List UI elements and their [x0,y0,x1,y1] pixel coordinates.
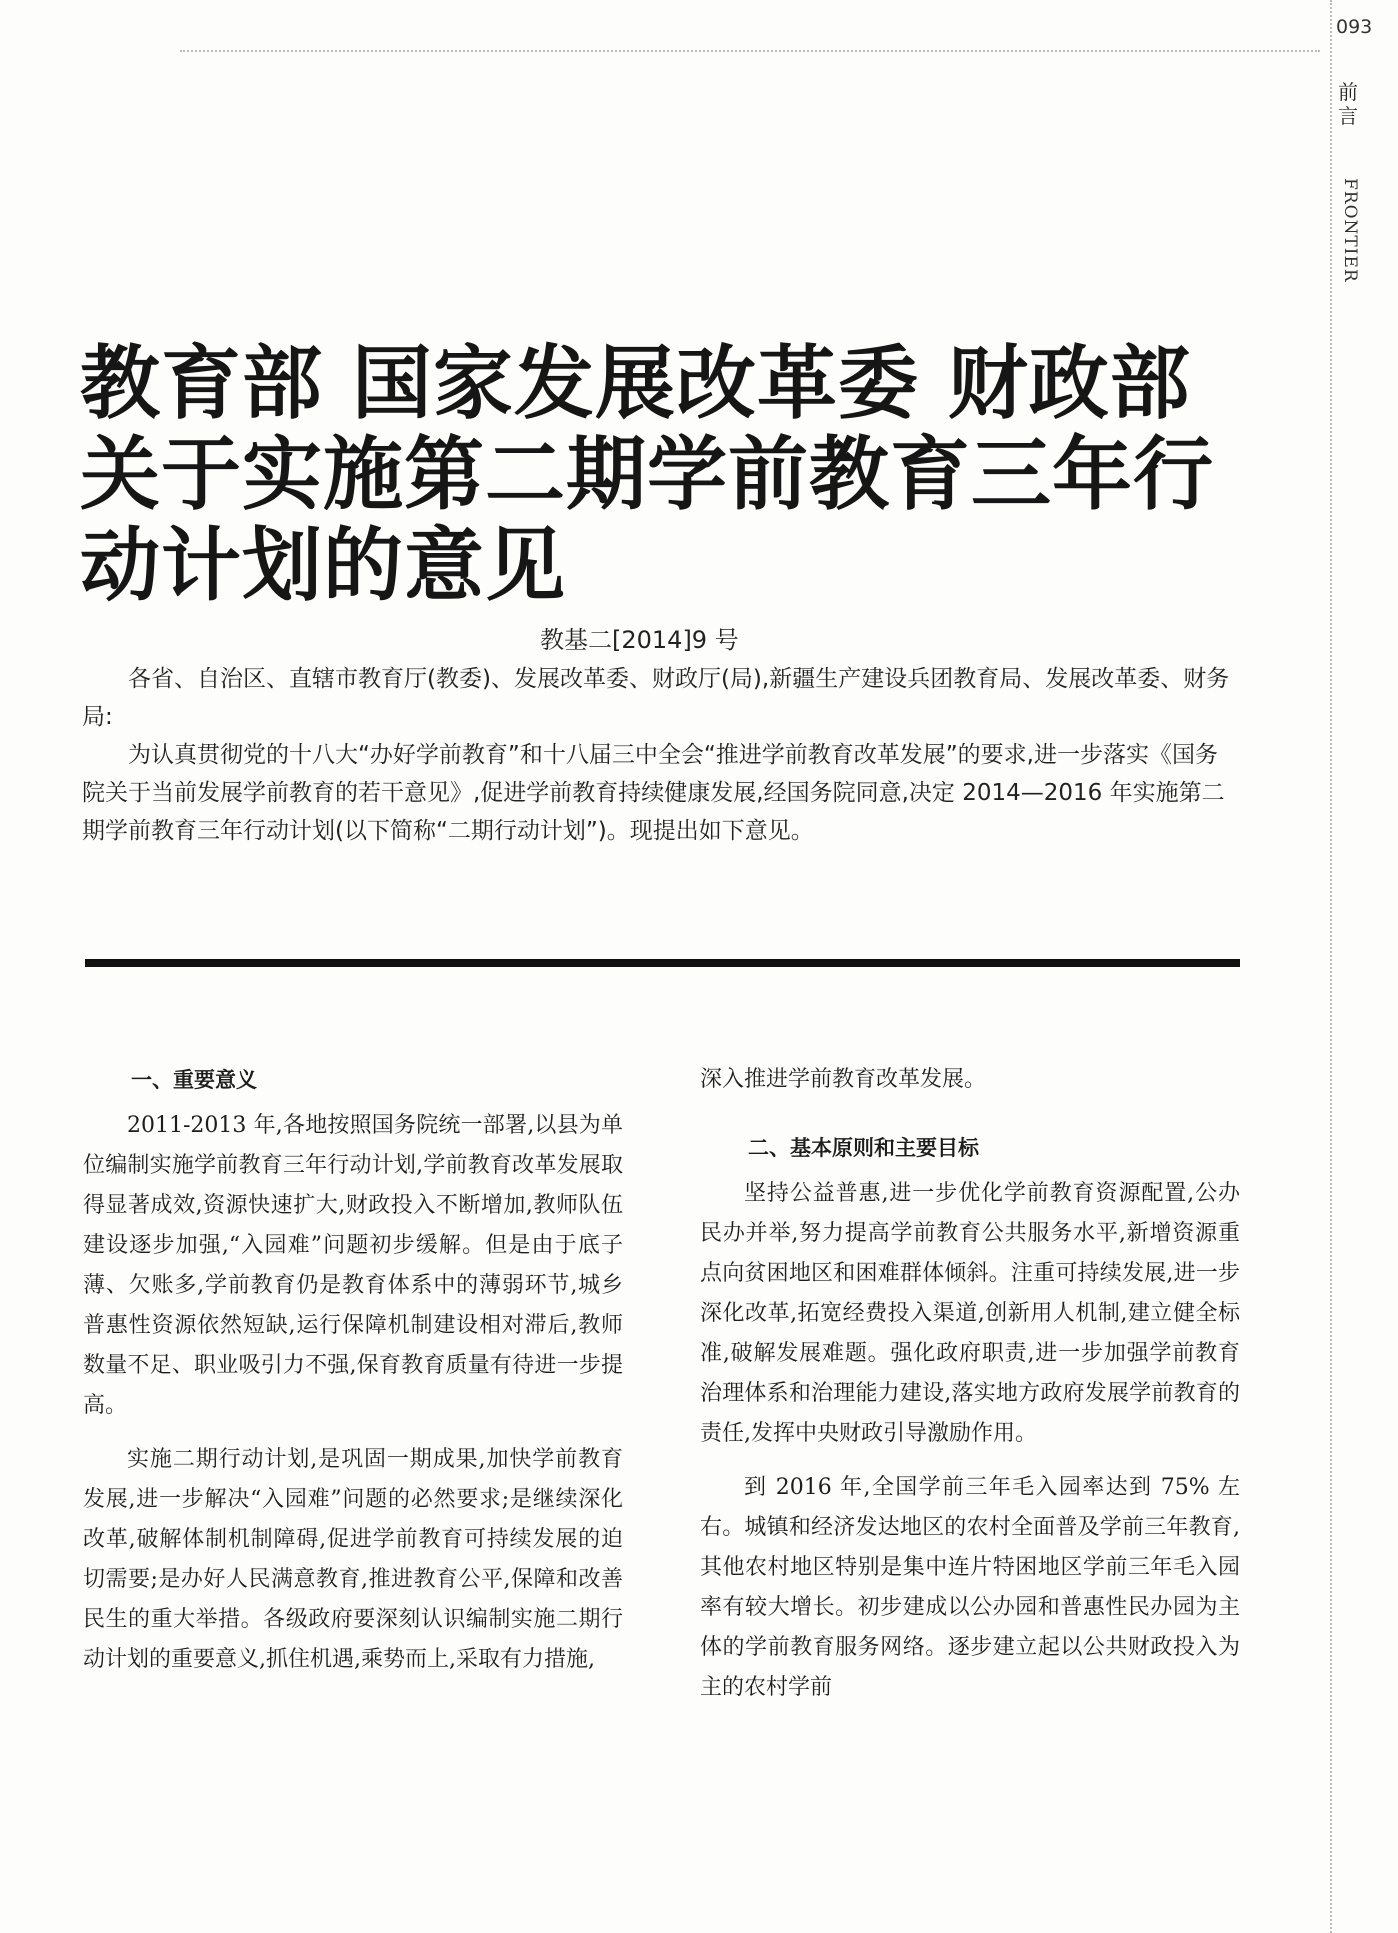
section-label-cn: 前言 [1338,80,1358,128]
page-number: 093 [1336,16,1373,38]
title-line-2: 关于实施第二期学前教育三年行 [80,428,1214,521]
section-label-en: FRONTIER [1340,178,1360,283]
intro-paragraph: 为认真贯彻党的十八大“办好学前教育”和十八届三中全会“推进学前教育改革发展”的要求,进一步落实《国务院关于当前发展学前教育的若干意见》,促进学前教育持续健康发展,经国务院同意,决定 2014—2016 年实施第二期学前教育三年行动计划(以下简称“二期行动计划”)。现提出如下意见。 [82,742,1225,844]
paragraph: 坚持公益普惠,进一步优化学前教育资源配置,公办民办并举,努力提高学前教育公共服务水平,新增资源重点向贫困地区和困难群体倾斜。注重可持续发展,进一步深化改革,拓宽经费投入渠道,创新用人机制,建立健全标准,破解发展难题。强化政府职责,进一步加强学前教育治理体系和治理能力建设,落实地方政府发展学前教育的责任,发挥中央财政引导激励作用。 [700,1181,1240,1446]
addressee: 各省、自治区、直辖市教育厅(教委)、发展改革委、财政厅(局),新疆生产建设兵团教育局、发展改革委、财务局: [82,666,1230,730]
document-number: 教基二[2014]9 号 [540,626,739,654]
paragraph: 实施二期行动计划,是巩固一期成果,加快学前教育发展,进一步解决“入园难”问题的必然要求;是继续深化改革,破解体制机制障碍,促进学前教育可持续发展的迫切需要;是办好人民满意教育,推进教育公平,保障和改善民生的重大举措。各级政府要深刻认识编制实施二期行动计划的重要意义,抓住机遇,乘势而上,采取有力措施, [83,1447,623,1672]
title-line-1: 教育部 国家发展改革委 财政部 [80,337,1191,430]
right-column [700,1060,1240,1708]
section-heading-1: 一、重要意义 [131,1068,257,1092]
section-heading-2: 二、基本原则和主要目标 [748,1136,979,1160]
title-line-3: 动计划的意见 [80,519,566,612]
paragraph: 到 2016 年,全国学前三年毛入园率达到 75% 左右。城镇和经济发达地区的农村全面普及学前三年教育,其他农村地区特别是集中连片特困地区学前三年毛入园率有较大增长。初步建成以公办园和普惠性民办园为主体的学前教育服务网络。逐步建立起以公共财政投入为主的农村学前 [700,1475,1240,1700]
side-dotted-rule [1330,0,1332,1933]
paragraph-continuation: 深入推进学前教育改革发展。 [700,1067,987,1092]
document-title [80,338,1260,611]
paragraph: 2011-2013 年,各地按照国务院统一部署,以县为单位编制实施学前教育三年行动计划,学前教育改革发展取得显著成效,资源快速扩大,财政投入不断增加,教师队伍建设逐步加强,“入园难”问题初步缓解。但是由于底子薄、欠账多,学前教育仍是教育体系中的薄弱环节,城乡普惠性资源依然短缺,运行保障机制建设相对滞后,教师数量不足、职业吸引力不强,保育教育质量有待进一步提高。 [83,1113,623,1418]
header-dotted-rule [180,50,1320,52]
left-column [83,1060,623,1680]
separator-rule [85,959,1240,967]
